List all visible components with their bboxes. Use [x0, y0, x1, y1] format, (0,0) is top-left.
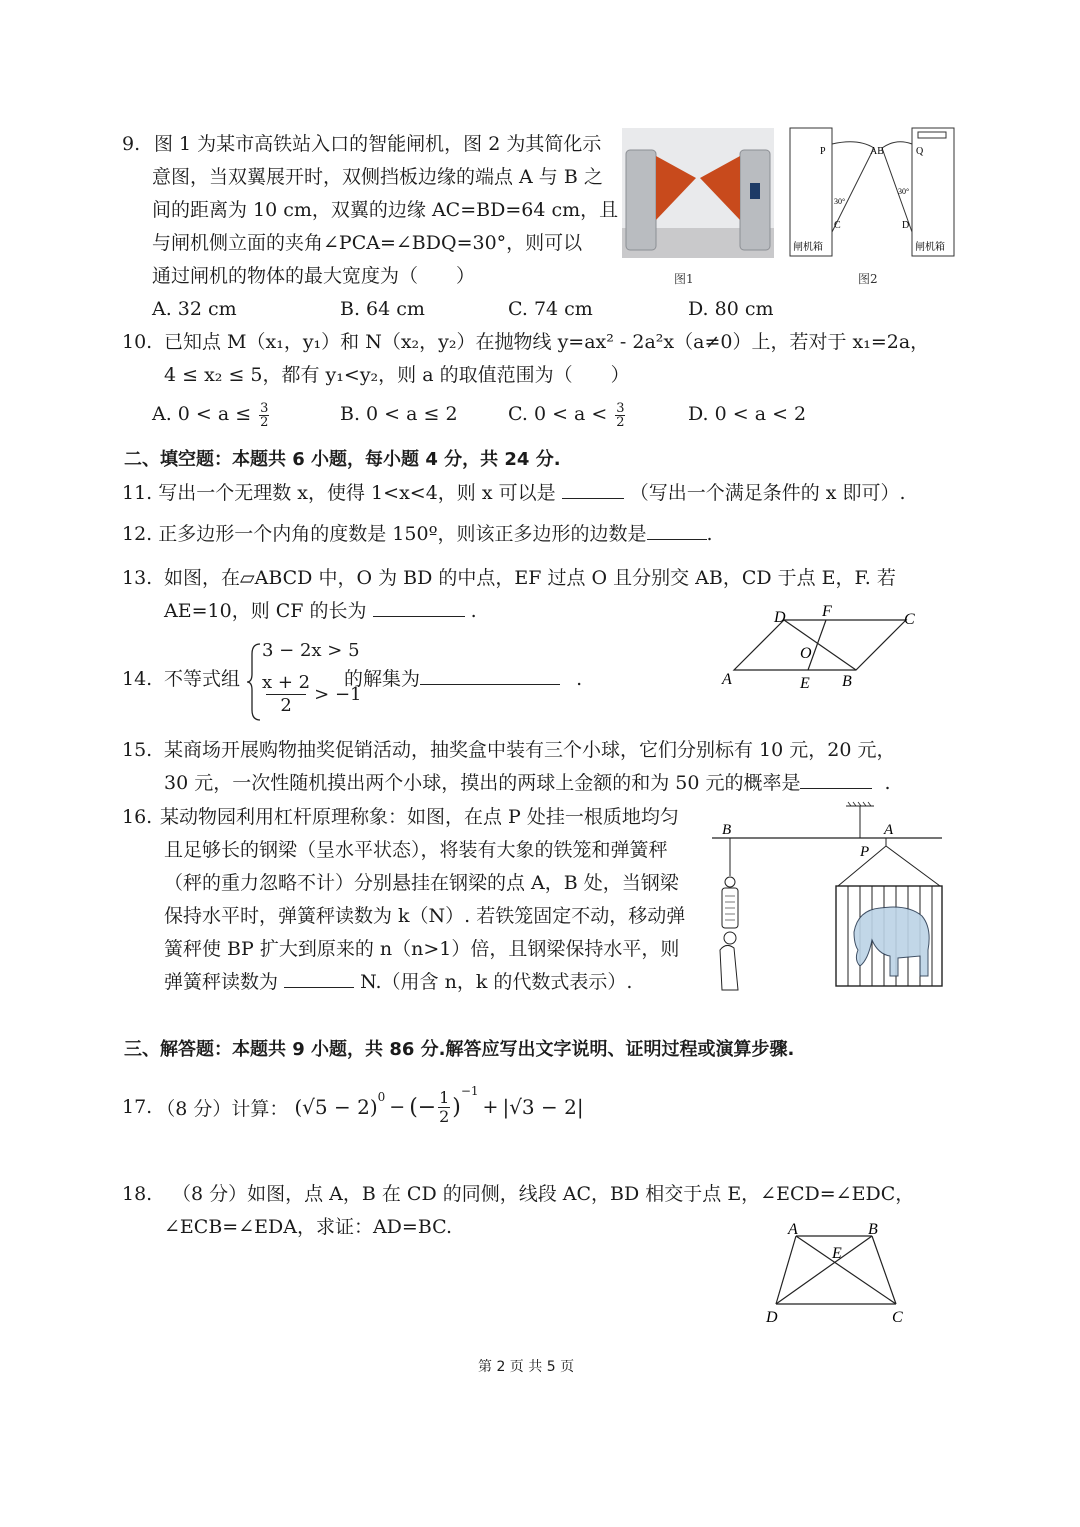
q10-option-b: B. 0 < a ≤ 2: [340, 403, 458, 425]
q16-line-3: （秤的重力忽略不计）分别悬挂在钢梁的点 A，B 处，当钢梁: [164, 872, 679, 894]
q9-fig2-caption: 图2: [858, 272, 878, 286]
q12: 12. 正多边形一个内角的度数是 150º，则该正多边形的边数是 .: [122, 518, 713, 551]
fig2-label-c: C: [834, 220, 841, 231]
q16-number: 16.: [122, 806, 153, 828]
q9-option-b: B. 64 cm: [340, 298, 425, 320]
q15-line-2: 30 元，一次性随机摸出两个小球，摸出的两球上金额的和为 50 元的概率是 .: [164, 767, 891, 800]
q16-label-b: B: [722, 822, 732, 838]
q9-line-1: 图 1 为某市高铁站入口的智能闸机，图 2 为其简化示: [154, 133, 602, 155]
q16-label-p: P: [860, 844, 870, 860]
q18-label-a: A: [788, 1221, 798, 1238]
q16-line-6: 弹簧秤读数为 N.（用含 n，k 的代数式表示）.: [164, 966, 632, 999]
fig2-angle-1: 30°: [834, 197, 846, 206]
q9-line-2: 意图，当双翼展开时，双侧挡板边缘的端点 A 与 B 之: [152, 166, 603, 188]
q15-answer-blank[interactable]: [800, 768, 872, 789]
q11-answer-blank[interactable]: [562, 478, 624, 499]
q13-number: 13.: [122, 567, 153, 589]
fig2-angle-2: 30°: [898, 187, 910, 196]
q13-answer-blank[interactable]: [373, 596, 465, 617]
elephant-icon: [854, 907, 929, 976]
q9-line-3: 间的距离为 10 cm，双翼的边缘 AC=BD=64 cm，且: [152, 199, 619, 221]
q18-label-c: C: [892, 1309, 903, 1326]
q10-option-a: A. 0 < a ≤ $\frac{3}{2}$: [152, 400, 269, 430]
q16-line-1: 某动物园利用杠杆原理称象：如图，在点 P 处挂一根质地均匀: [160, 806, 679, 828]
q16-label-a: A: [884, 822, 894, 838]
fig2-label-q: Q: [916, 146, 924, 157]
q15-number: 15.: [122, 739, 153, 761]
fig2-box-left: 闸机箱: [793, 242, 823, 253]
q13-label-d: D: [774, 609, 786, 626]
q13-label-e: E: [800, 675, 810, 692]
q18-label-d: D: [766, 1309, 778, 1326]
q11: 11. 写出一个无理数 x，使得 1<x<4，则 x 可以是 （写出一个满足条件的 x 即可）.: [122, 477, 906, 510]
q14-inequality-2: x + 2 2 > −1: [262, 672, 362, 716]
section-3-heading: 三、解答题：本题共 9 小题，共 86 分.解答应写出文字说明、证明过程或演算步骤.: [124, 1039, 795, 1060]
q9-number: 9.: [122, 133, 141, 155]
q10-option-c: C. 0 < a < $\frac{3}{2}$: [508, 400, 625, 430]
q18-label-e: E: [832, 1245, 842, 1262]
q9-fig2-diagram: [788, 124, 956, 260]
q13-parallelogram-figure: [716, 600, 926, 692]
q18-line-1: （8 分）如图，点 A，B 在 CD 的同侧，线段 AC，BD 相交于点 E，∠ECD=∠EDC，: [172, 1183, 915, 1205]
q14-suffix: 的解集为 .: [344, 663, 582, 696]
q18-line-2: ∠ECB=∠EDA，求证：AD=BC.: [164, 1216, 453, 1238]
q9-line-5: 通过闸机的物体的最大宽度为（ ）: [152, 265, 476, 287]
q13-label-b: B: [842, 673, 852, 690]
fig2-box-right: 闸机箱: [915, 242, 945, 253]
q10-line-1: 已知点 M（x₁，y₁）和 N（x₂，y₂）在抛物线 y=ax² - 2a²x（a≠0）上，若对于 x₁=2a，: [164, 331, 930, 353]
q14-answer-blank[interactable]: [420, 664, 560, 685]
q14-prefix: 不等式组: [164, 668, 241, 690]
q12-answer-blank[interactable]: [647, 519, 707, 540]
q13-label-f: F: [822, 603, 832, 620]
page-footer: 第 2 页 共 5 页: [478, 1359, 575, 1375]
q9-line-4: 与闸机侧立面的夹角∠PCA=∠BDQ=30°，则可以: [152, 232, 583, 254]
q16-line-2: 且足够长的钢梁（呈水平状态），将装有大象的铁笼和弹簧秤: [164, 839, 668, 861]
q10-number: 10.: [122, 331, 153, 353]
q18-number: 18.: [122, 1183, 153, 1205]
q13-line-2: AE=10，则 CF 的长为 .: [164, 595, 477, 628]
q16-answer-blank[interactable]: [284, 967, 354, 988]
q9-fig1-gate-photo: [622, 128, 774, 258]
q18-label-b: B: [868, 1221, 878, 1238]
q9-fig1-caption: 图1: [674, 272, 694, 286]
q17: 17. （8 分）计算： (√5 − 2) $^0$ − (− 1 2 ) $^{-1}$ + |√3 − 2|: [122, 1084, 584, 1126]
fig2-label-p: P: [820, 146, 826, 157]
q9-option-c: C. 74 cm: [508, 298, 593, 320]
q16-line-4: 保持水平时，弹簧秤读数为 k（N）. 若铁笼固定不动，移动弹: [164, 905, 686, 927]
q16-line-5: 簧秤使 BP 扩大到原来的 n（n>1）倍，且钢梁保持水平，则: [164, 938, 680, 960]
q18-triangle-figure: [756, 1218, 916, 1328]
fig2-label-ab: AB: [870, 146, 884, 157]
q13-label-o: O: [800, 645, 812, 662]
q14-inequality-1: 3 − 2x > 5: [262, 640, 360, 661]
q10-option-d: D. 0 < a < 2: [688, 403, 807, 425]
q13-label-c: C: [904, 611, 915, 628]
fig2-label-d: D: [902, 220, 910, 231]
q9-option-d: D. 80 cm: [688, 298, 774, 320]
q14-number: 14.: [122, 668, 153, 690]
q16-elephant-lever-figure: [708, 800, 948, 994]
q9-option-a: A. 32 cm: [152, 298, 237, 320]
q10-line-2: 4 ≤ x₂ ≤ 5，都有 y₁<y₂，则 a 的取值范围为（ ）: [164, 364, 630, 386]
q15-line-1: 某商场开展购物抽奖促销活动，抽奖盒中装有三个小球，它们分别标有 10 元，20 元，: [164, 739, 896, 761]
q13-line-1: 如图，在▱ABCD 中，O 为 BD 的中点，EF 过点 O 且分别交 AB，CD 于点 E，F. 若: [164, 567, 896, 589]
section-2-heading: 二、填空题：本题共 6 小题，每小题 4 分，共 24 分.: [124, 449, 561, 470]
q13-label-a: A: [722, 671, 732, 688]
